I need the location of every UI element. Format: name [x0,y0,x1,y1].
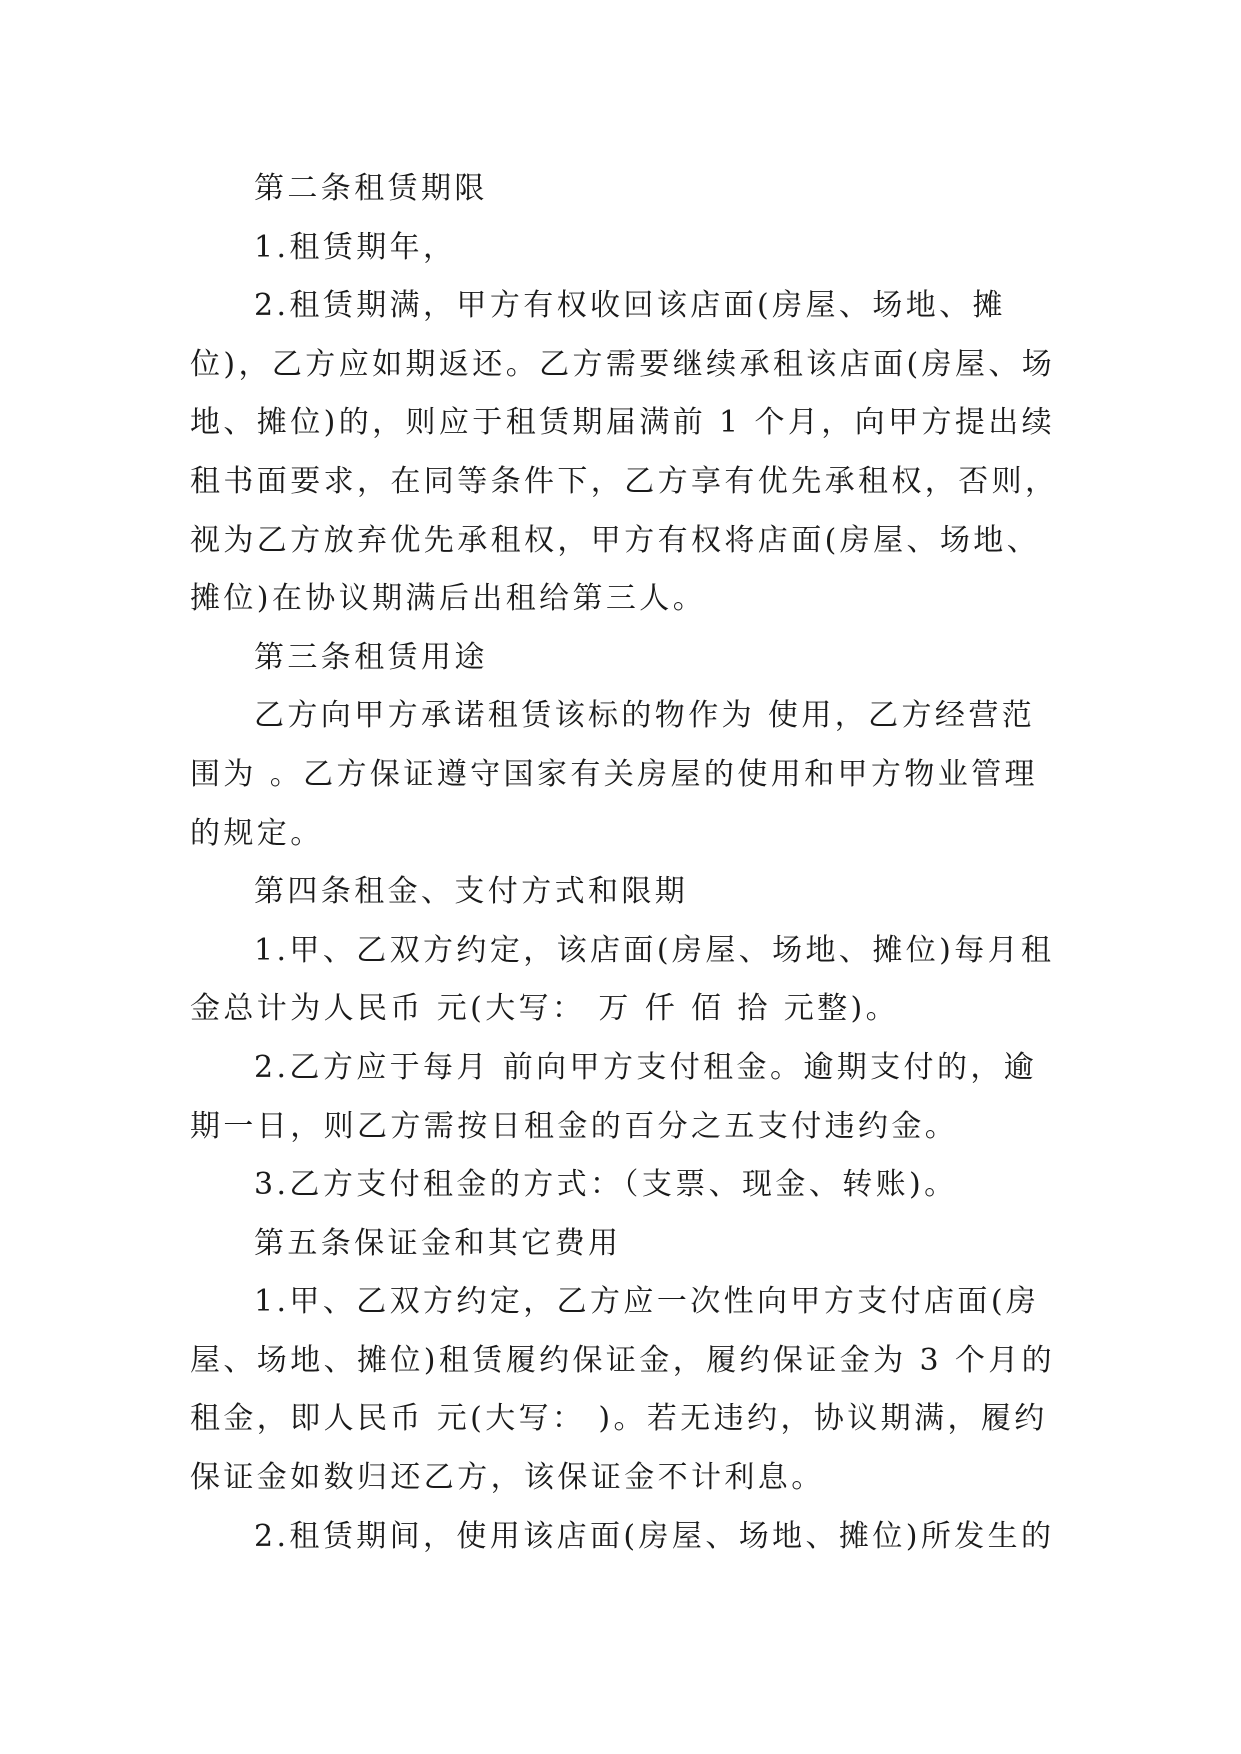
paragraph-line: 期一日，则乙方需按日租金的百分之五支付违约金。 [190,1108,959,1144]
paragraph-line: 1.甲、乙双方约定，该店面(房屋、场地、摊位)每月租 [254,932,1055,968]
section-heading-rent-payment: 第四条租金、支付方式和限期 [254,874,689,910]
section-heading-lease-term: 第二条租赁期限 [254,171,488,206]
paragraph-line: 屋、场地、摊位)租赁履约保证金，履约保证金为 3 个月的 [190,1342,1056,1378]
paragraph-line: 地、摊位)的，则应于租赁期届满前 1 个月，向甲方提出续 [190,405,1056,441]
paragraph-line: 租书面要求，在同等条件下，乙方享有优先承租权，否则， [190,463,1059,499]
paragraph-line: 围为 。乙方保证遵守国家有关房屋的使用和甲方物业管理 [190,756,1038,792]
paragraph-line: 乙方向甲方承诺租赁该标的物作为 使用，乙方经营范 [254,698,1036,734]
paragraph-line: 视为乙方放弃优先承租权，甲方有权将店面(房屋、场地、 [190,522,1041,558]
paragraph-line: 的规定。 [190,815,324,851]
section-heading-lease-use: 第三条租赁用途 [254,639,488,675]
paragraph-line: 3.乙方支付租金的方式：（支票、现金、转账)。 [254,1167,958,1203]
paragraph-line: 摊位)在协议期满后出租给第三人。 [190,581,707,617]
paragraph-line: 保证金如数归还乙方，该保证金不计利息。 [190,1460,825,1496]
paragraph-line: 租金，即人民币 元(大写： )。若无违约，协议期满，履约 [190,1401,1048,1437]
paragraph-line: 2.乙方应于每月 前向甲方支付租金。逾期支付的，逾 [254,1049,1038,1085]
paragraph-line: 1.甲、乙双方约定，乙方应一次性向甲方支付店面(房 [254,1284,1040,1320]
paragraph-line: 位)，乙方应如期返还。乙方需要继续承租该店面(房屋、场 [190,346,1056,382]
document-body [190,160,1060,1566]
paragraph-line: 2.租赁期满，甲方有权收回该店面(房屋、场地、摊 [254,288,1006,324]
paragraph-line: 2.租赁期间，使用该店面(房屋、场地、摊位)所发生的 [254,1518,1055,1554]
paragraph-line: 金总计为人民币 元(大写： 万 仟 佰 拾 元整)。 [190,991,900,1027]
section-heading-deposit: 第五条保证金和其它费用 [254,1225,622,1261]
paragraph-line: 1.租赁期年， [254,229,457,265]
